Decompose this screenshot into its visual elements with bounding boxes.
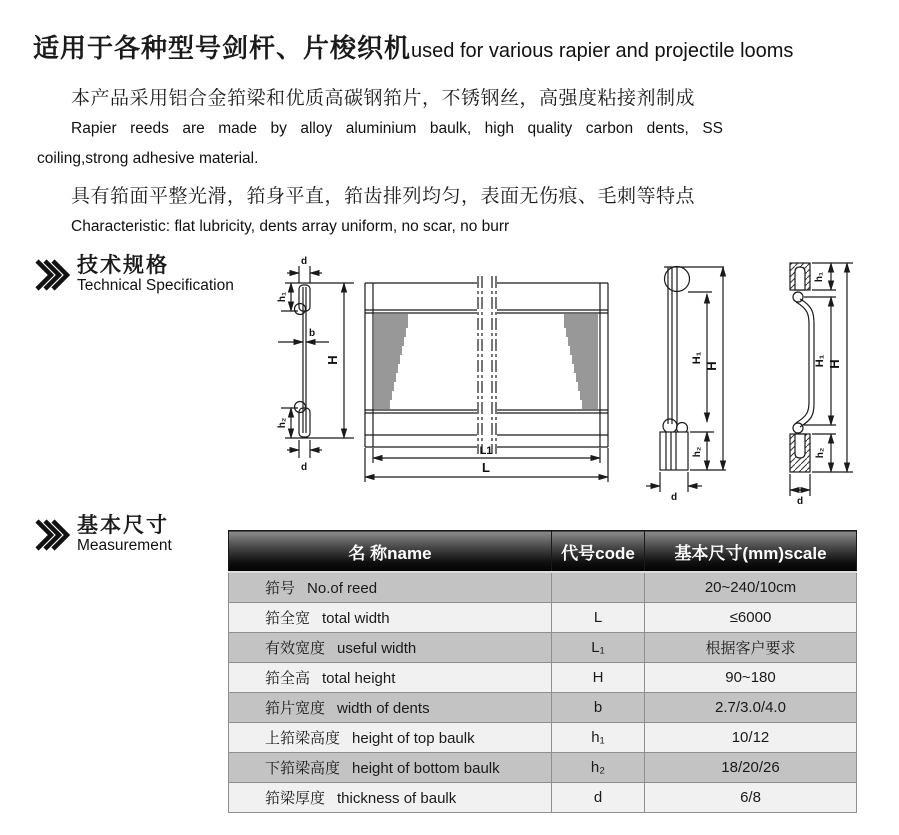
row-code (552, 572, 645, 603)
dim-label-H1: H₁ (814, 354, 826, 368)
row-code: h₂ (552, 753, 645, 783)
table-row (229, 783, 857, 813)
table-row (229, 572, 857, 603)
dim-label-h1: h₁ (277, 291, 288, 303)
row-name-en: useful width (337, 640, 417, 657)
dim-label-H: H (827, 359, 842, 369)
drawing-profile-section (783, 254, 899, 506)
row-value: 2.7/3.0/4.0 (645, 693, 857, 723)
intro-line-zh-1: 本产品采用铝合金筘梁和优质高碳钢筘片，不锈钢丝，高强度粘接剂制成 (71, 88, 696, 109)
row-code: b (552, 693, 645, 723)
row-name-en: width of dents (337, 700, 430, 717)
row-value: 10/12 (645, 723, 857, 753)
row-name-en: height of top baulk (352, 730, 475, 747)
table-header-row (229, 531, 857, 573)
drawing-front-view (358, 266, 614, 490)
row-name-en: height of bottom baulk (352, 760, 500, 777)
dim-label-d-bottom: d (300, 462, 308, 473)
drawing-profile-round-baulk (638, 256, 730, 502)
row-name-en: total height (322, 670, 396, 687)
header-name: 名 称name (229, 531, 552, 573)
intro-line-zh-2: 具有筘面平整光滑，筘身平直，筘齿排列均匀，表面无伤痕、毛刺等特点 (71, 186, 696, 207)
chevron-icon (33, 255, 73, 295)
dim-label-d: d (796, 496, 804, 506)
page-title (33, 28, 793, 65)
dim-label-h2: h₂ (692, 446, 703, 458)
section-measurement (33, 514, 172, 555)
row-name-en: No.of reed (307, 580, 378, 597)
table-row (229, 693, 857, 723)
intro-line-en-3: Characteristic: flat lubricity, dents array uniform, no scar, no burr (71, 218, 510, 235)
row-name-zh: 筘片宽度 (265, 700, 326, 717)
row-value: ≤6000 (645, 603, 857, 633)
drawing-side-profile (266, 254, 358, 496)
dim-label-H: H (325, 355, 340, 365)
dim-label-H: H (704, 361, 719, 371)
dim-label-b: b (308, 328, 316, 339)
dim-label-h2: h₂ (815, 447, 826, 459)
row-code: d (552, 783, 645, 813)
intro-line-en-2: coiling,strong adhesive material. (37, 150, 259, 167)
row-name-en: thickness of baulk (337, 790, 457, 807)
header-scale: 基本尺寸(mm)scale (645, 531, 857, 573)
table-row (229, 603, 857, 633)
row-name-zh: 筘梁厚度 (265, 790, 326, 807)
row-code: L₁ (552, 633, 645, 663)
row-name-zh: 下筘梁高度 (265, 760, 341, 777)
row-value: 90~180 (645, 663, 857, 693)
intro-paragraphs (37, 84, 723, 242)
row-value: 20~240/10cm (645, 572, 857, 603)
dim-label-H1: H₁ (691, 351, 703, 365)
measurement-table (228, 530, 857, 813)
intro-line-en-1: Rapier reeds are made by alloy aluminium baulk, high quality carbon dents, SS (71, 120, 723, 137)
dim-label-d: d (670, 492, 678, 502)
dim-label-L: L (482, 460, 490, 475)
table-row (229, 663, 857, 693)
dim-label-d-top: d (300, 256, 308, 267)
chevron-icon (33, 515, 73, 555)
table-row (229, 633, 857, 663)
section-technical-specification (33, 254, 234, 295)
section-title-zh: 技术规格 (77, 254, 169, 277)
dim-label-h2: h₂ (277, 417, 288, 429)
table-row (229, 753, 857, 783)
dim-label-h1: h₁ (814, 271, 825, 283)
row-name-zh: 筘全高 (265, 670, 311, 687)
dim-label-L1: L1 (479, 445, 493, 457)
section-title-en: Technical Specification (77, 277, 234, 294)
table-row (229, 723, 857, 753)
row-code: h₁ (552, 723, 645, 753)
row-name-zh: 筘号 (265, 580, 296, 597)
row-name-en: total width (322, 610, 390, 627)
row-value: 根据客户要求 (645, 633, 857, 663)
row-code: L (552, 603, 645, 633)
section-title-zh: 基本尺寸 (77, 514, 169, 537)
row-value: 6/8 (645, 783, 857, 813)
header-code: 代号code (552, 531, 645, 573)
row-name-zh: 筘全宽 (265, 610, 311, 627)
section-title-en: Measurement (77, 537, 172, 554)
row-code: H (552, 663, 645, 693)
page-title-chinese: 适用于各种型号剑杆、片梭织机 (33, 33, 412, 63)
row-value: 18/20/26 (645, 753, 857, 783)
page-title-english: used for various rapier and projectile looms (411, 40, 794, 62)
row-name-zh: 上筘梁高度 (265, 730, 341, 747)
row-name-zh: 有效宽度 (265, 640, 326, 657)
